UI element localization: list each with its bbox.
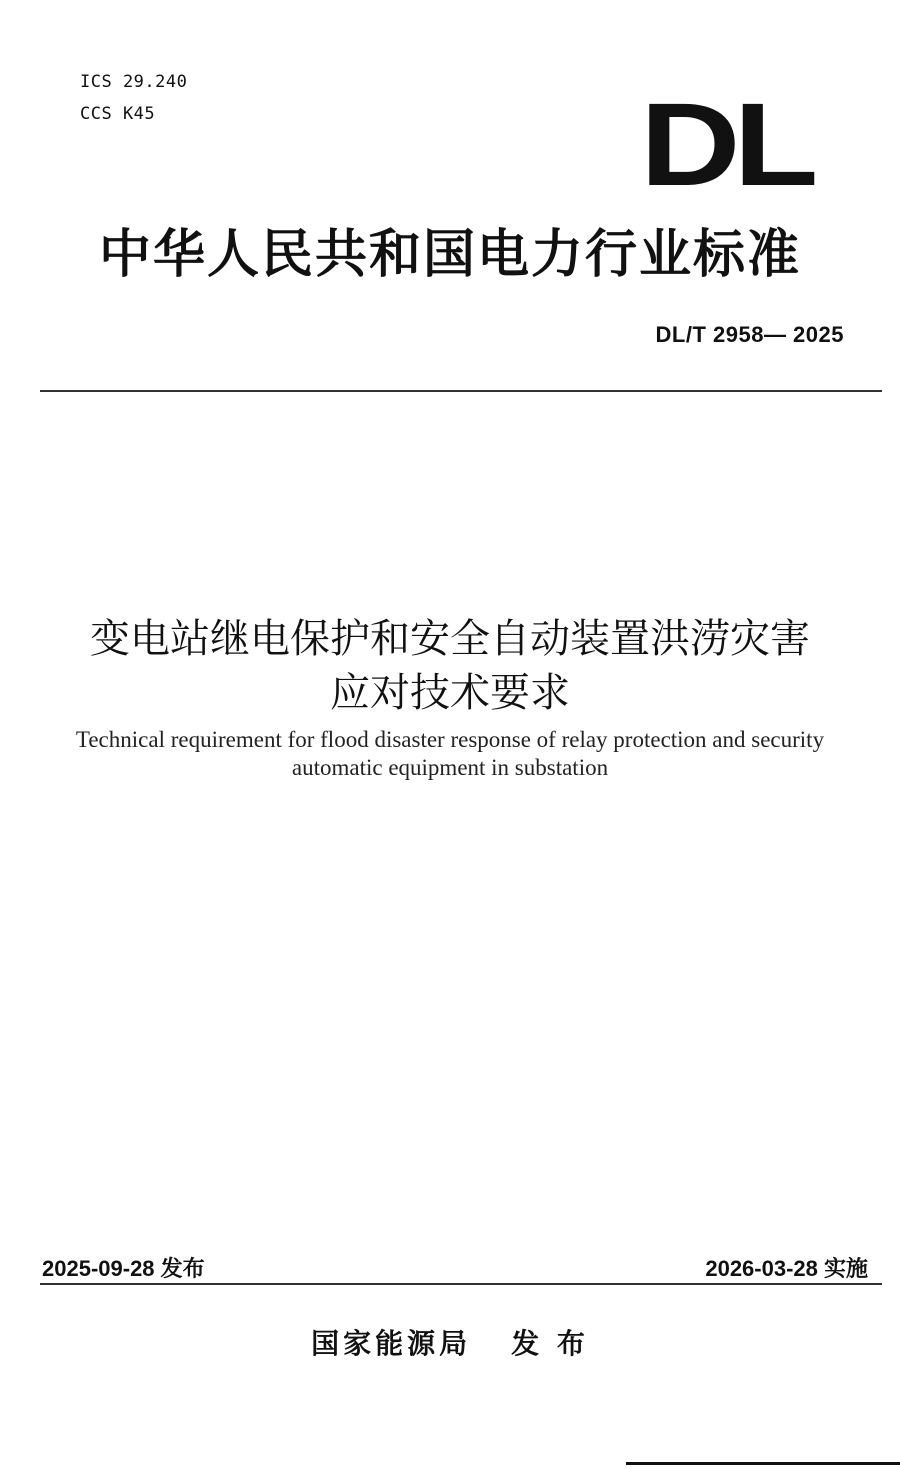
dl-logo: DL: [640, 79, 812, 211]
chinese-title-line-1: 变电站继电保护和安全自动装置洪涝灾害: [90, 616, 810, 662]
implementation-date: 2026-03-28 实施: [705, 1256, 868, 1281]
publisher-line: [0, 1322, 900, 1362]
english-title-line-2: automatic equipment in substation: [291, 755, 609, 780]
english-title-line-1: Technical requirement for flood disaster response of relay protection and security: [75, 727, 825, 752]
chinese-title-line-2: 应对技术要求: [330, 670, 570, 716]
standard-number: DL/T 2958— 2025: [655, 322, 844, 347]
chinese-title: [0, 612, 900, 720]
issue-date: 2025-09-28 发布: [42, 1256, 205, 1281]
publisher-name: 国家能源局: [311, 1327, 472, 1360]
corner-mark: [626, 1462, 900, 1465]
org-title: 中华人民共和国电力行业标准: [98, 225, 801, 285]
ccs-code: CCS K45: [80, 104, 156, 124]
bottom-divider: [40, 1283, 882, 1285]
ics-code: ICS 29.240: [80, 72, 188, 92]
top-divider: [40, 390, 882, 392]
publish-word: 发 布: [511, 1327, 589, 1360]
english-title: [0, 726, 900, 782]
